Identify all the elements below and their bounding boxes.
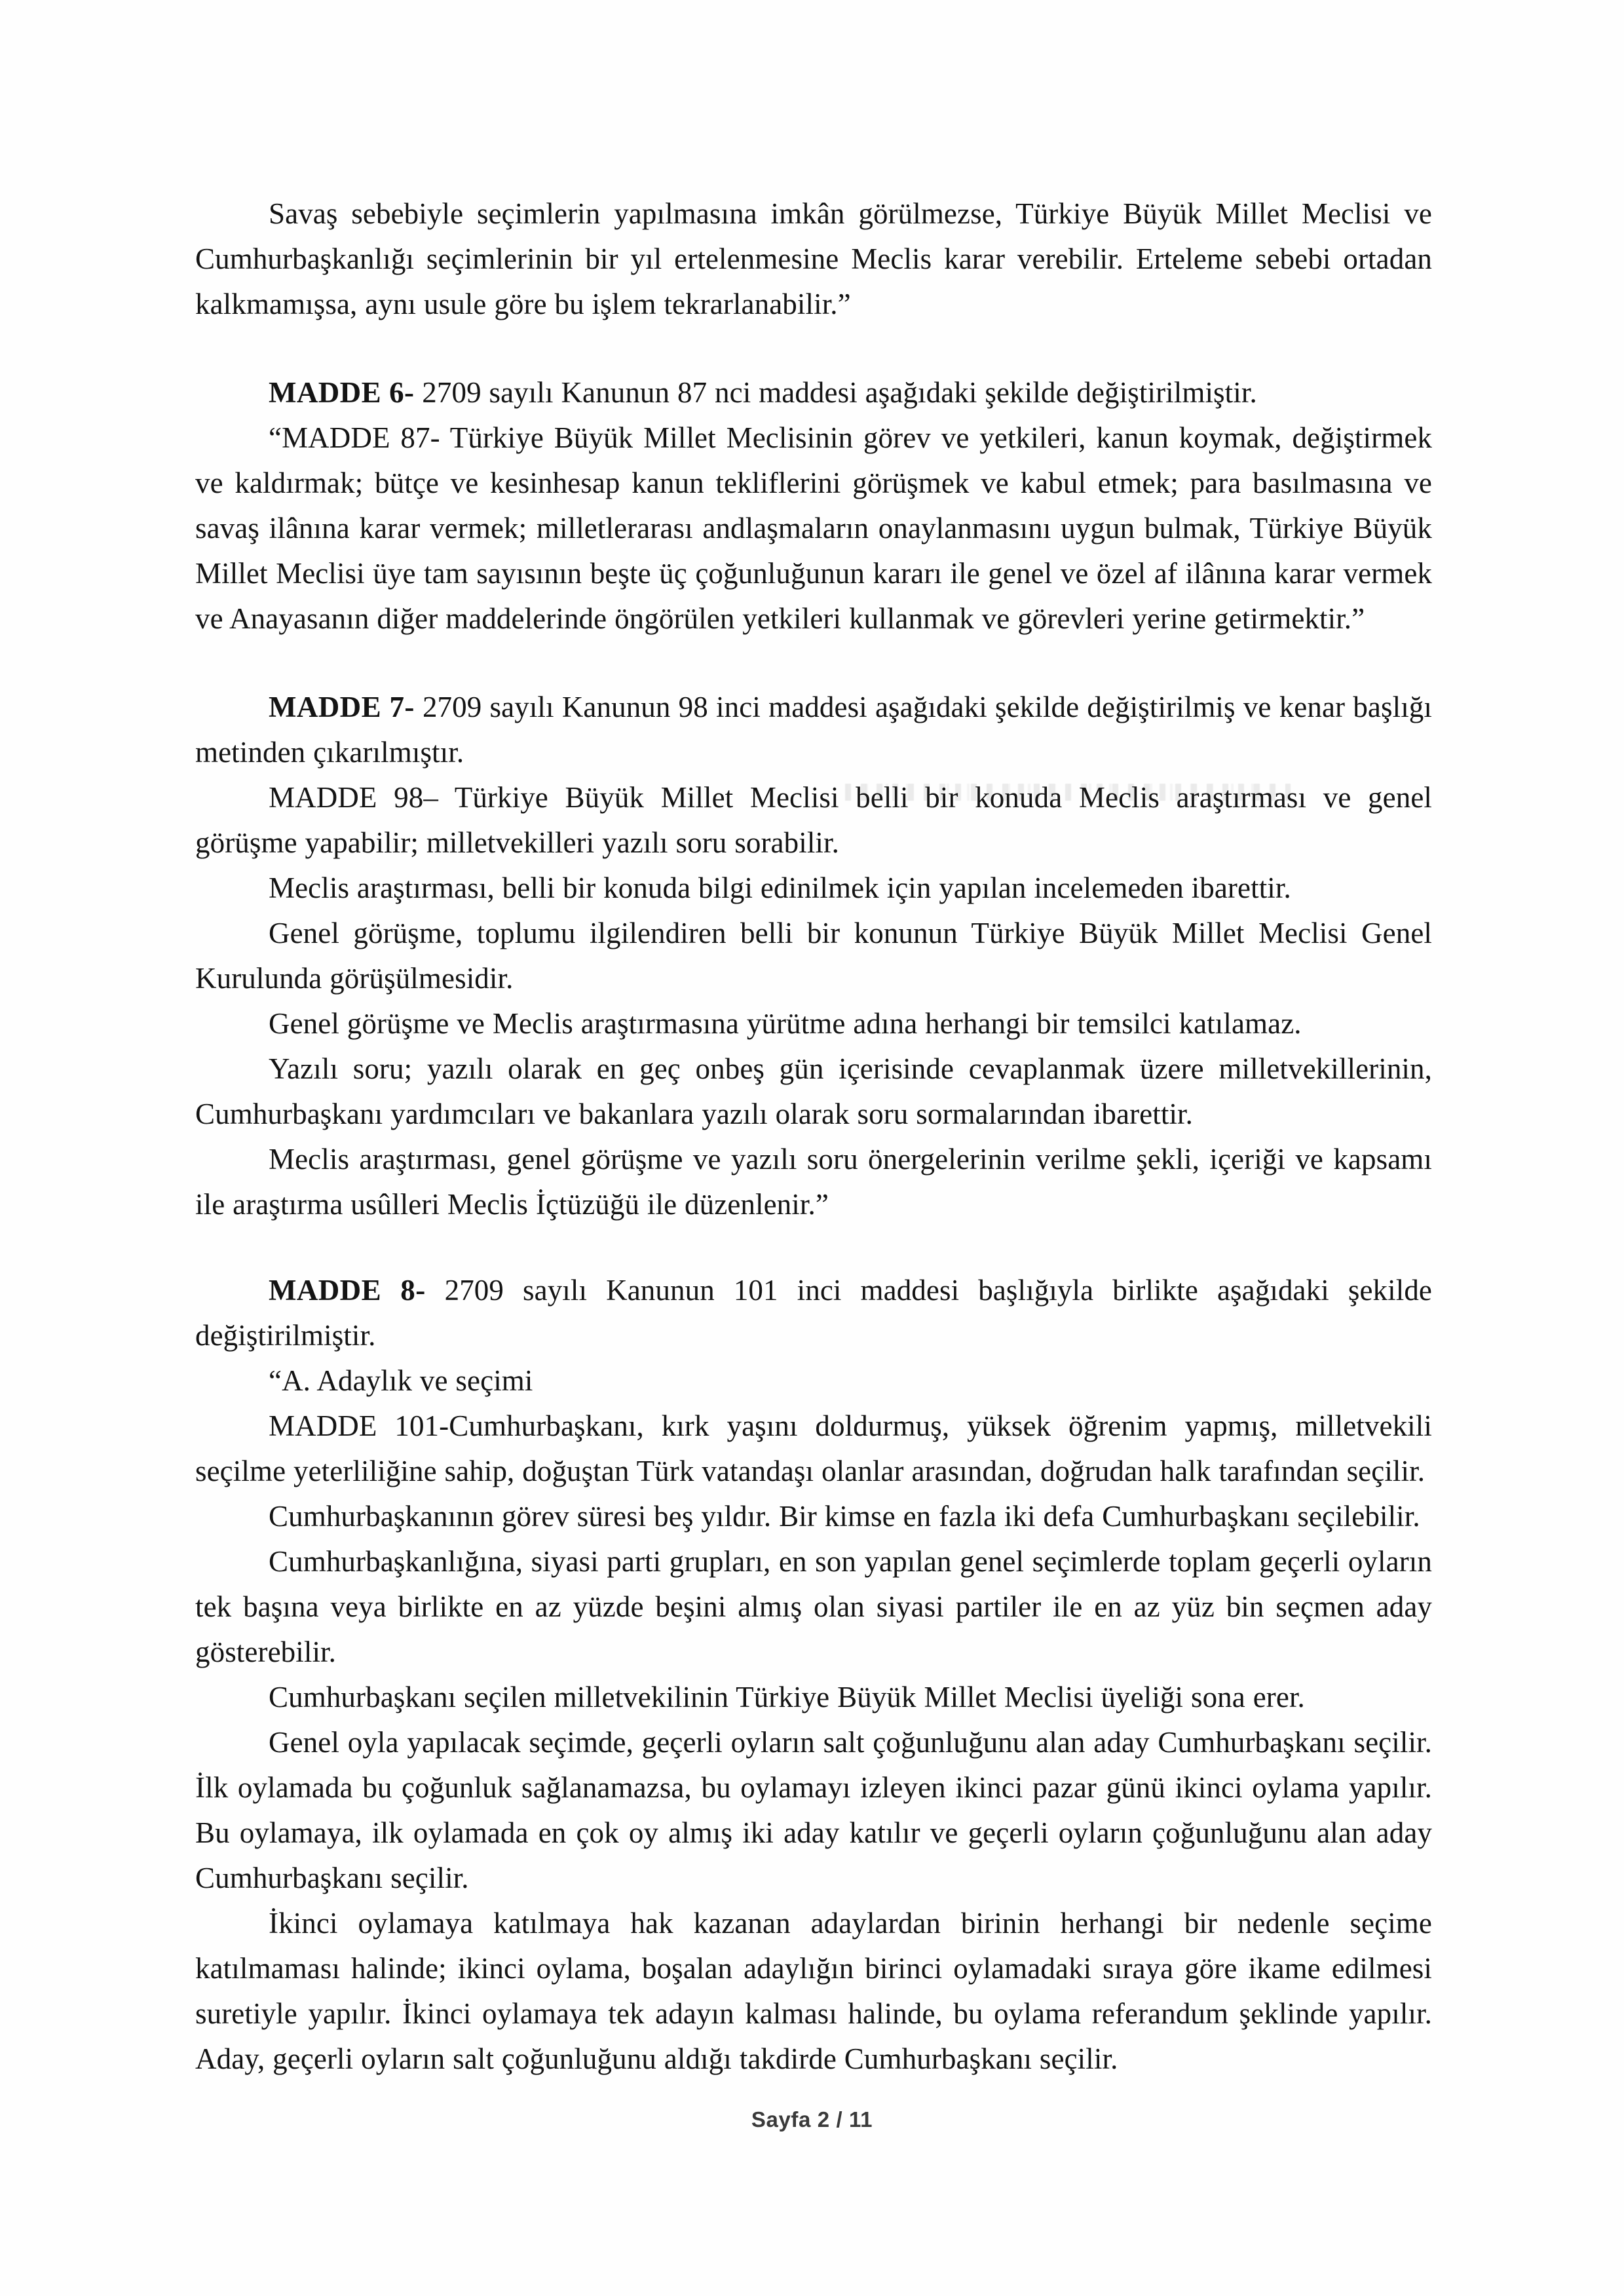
page-number-label: Sayfa 2 / 11 (751, 2107, 873, 2132)
paragraph-yazili-soru: Yazılı soru; yazılı olarak en geç onbeş gün içerisinde cevaplanmak üzere milletvekillerinin, Cumhurbaşkanı yardımcıları ve bakanlara yazılı olarak soru sormalarından ibarettir. (195, 1052, 1432, 1130)
paragraph-meclis-arastirmasi: Meclis araştırması, belli bir konuda bilgi edinilmek için yapılan incelemeden ibarettir. (269, 871, 1291, 904)
paragraph-adaylik-baslik: “A. Adaylık ve seçimi (269, 1364, 533, 1397)
paragraph-madde-87: “MADDE 87- Türkiye Büyük Millet Meclisinin görev ve yetkileri, kanun koymak, değiştirmek ve kaldırmak; bütçe ve kesinhesap kanun tekliflerini görüşmek ve kabul etmek; para basılmasına ve savaş ilânına karar vermek; milletlerarası andlaşmaların onaylanmasını uygun bulmak, Türkiye Büyük Millet Meclisi üye tam sayısının beşte üç çoğunluğunun kararı ile genel ve özel af ilânına karar vermek ve Anayasanın diğer maddelerinde öngörülen yetkileri kullanmak ve görevleri yerine getirmektir.” (195, 421, 1432, 635)
paragraph-ikinci-oylama: İkinci oylamaya katılmaya hak kazanan adaylardan birinin herhangi bir nedenle seçime katılmaması halinde; ikinci oylama, boşalan adaylığın birinci oylamadaki sıraya göre ikame edilmesi suretiyle yapılır. İkinci oylamaya tek adayın kalması halinde, bu oylama referandum şeklinde yapılır. Aday, geçerli oyların salt çoğunluğunu aldığı takdirde Cumhurbaşkanı seçilir. (195, 1907, 1432, 2075)
paragraph-aday-gosterme: Cumhurbaşkanlığına, siyasi parti grupları, en son yapılan genel seçimlerde toplam geçerli oyların tek başına veya birlikte en az yüzde beşini almış olan siyasi partiler ile en az yüz bin seçmen aday gösterebilir. (195, 1545, 1432, 1668)
paragraph-madde-101: MADDE 101-Cumhurbaşkanı, kırk yaşını doldurmuş, yüksek öğrenim yapmış, milletvekili seçilme yeterliliğine sahip, doğuştan Türk vatandaşı olanlar arasından, doğrudan halk tarafından seçilir. (195, 1409, 1432, 1487)
document-body (195, 191, 1432, 2082)
madde-7-label: MADDE 7- (269, 691, 415, 723)
paragraph-madde-7 (195, 685, 1432, 775)
page-footer (0, 2107, 1624, 2132)
paragraph-savas-sebebiyle: Savaş sebebiyle seçimlerin yapılmasına imkân görülmezse, Türkiye Büyük Millet Meclisi ve Cumhurbaşkanlığı seçimlerinin bir yıl ertelenmesine Meclis karar verebilir. Erteleme sebebi ortadan kalkmamışsa, aynı usule göre bu işlem tekrarlanabilir.” (195, 197, 1432, 320)
paragraph-madde-6 (195, 370, 1432, 415)
paragraph-madde-98: MADDE 98– Türkiye Büyük Millet Meclisi belli bir konuda Meclis araştırması ve genel görüşme yapabilir; milletvekilleri yazılı soru sorabilir. (195, 781, 1432, 859)
paragraph-genel-oyla: Genel oyla yapılacak seçimde, geçerli oyların salt çoğunluğunu alan aday Cumhurbaşkanı seçilir. İlk oylamada bu çoğunluk sağlanamazsa, bu oylamayı izleyen ikinci pazar günü ikinci oylama yapılır. Bu oylamaya, ilk oylamada en çok oy almış iki aday katılır ve geçerli oyların çoğunluğunu alan aday Cumhurbaşkanı seçilir. (195, 1726, 1432, 1894)
paragraph-genel-gorusme-yurutme: Genel görüşme ve Meclis araştırmasına yürütme adına herhangi bir temsilci katılamaz. (269, 1007, 1302, 1040)
madde-8-text: 2709 sayılı Kanunun 101 inci maddesi başlığıyla birlikte aşağıdaki şekilde değiştirilmiştir. (195, 1274, 1432, 1352)
paragraph-madde-8 (195, 1268, 1432, 1358)
madde-7-text: 2709 sayılı Kanunun 98 inci maddesi aşağıdaki şekilde değiştirilmiş ve kenar başlığı metinden çıkarılmıştır. (195, 691, 1433, 769)
paragraph-uyeligi-sona-erer: Cumhurbaşkanı seçilen milletvekilinin Türkiye Büyük Millet Meclisi üyeliği sona erer. (269, 1681, 1305, 1713)
madde-8-label: MADDE 8- (269, 1274, 426, 1307)
paragraph-gorev-suresi: Cumhurbaşkanının görev süresi beş yıldır. Bir kimse en fazla iki defa Cumhurbaşkanı seçilebilir. (269, 1500, 1420, 1533)
madde-6-text: 2709 sayılı Kanunun 87 nci maddesi aşağıdaki şekilde değiştirilmiştir. (414, 376, 1257, 409)
paragraph-onergelerin-verilme-sekli: Meclis araştırması, genel görüşme ve yazılı soru önergelerinin verilme şekli, içeriği ve kapsamı ile araştırma usûlleri Meclis İçtüzüğü ile düzenlenir.” (195, 1143, 1432, 1221)
madde-6-label: MADDE 6- (269, 376, 415, 409)
paragraph-genel-gorusme: Genel görüşme, toplumu ilgilendiren belli bir konunun Türkiye Büyük Millet Meclisi Genel Kurulunda görüşülmesidir. (195, 917, 1432, 995)
